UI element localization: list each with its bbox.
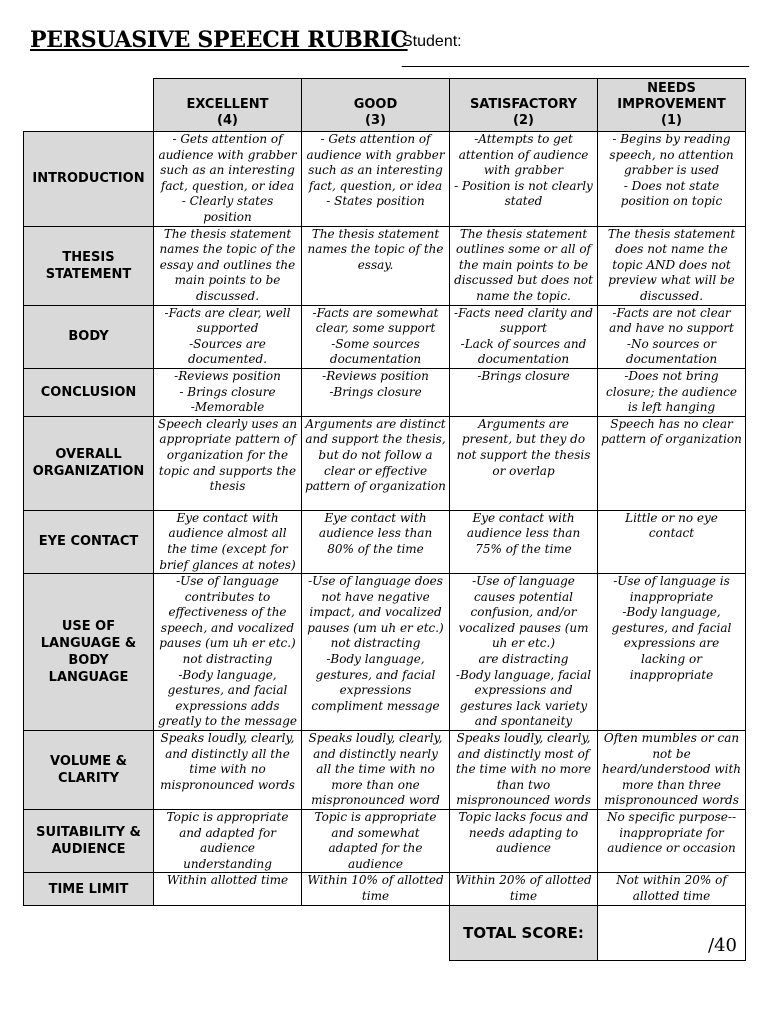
rubric-cell: The thesis statement outlines some or all of the main points to be discussed but does not name the topic. bbox=[450, 226, 598, 305]
level-score: (4) bbox=[217, 113, 238, 128]
rubric-cell: Speaks loudly, clearly, and distinctly all the time with no mispronounced words bbox=[154, 731, 302, 810]
rubric-cell: -Reviews position -Brings closure bbox=[302, 368, 450, 416]
level-name: EXCELLENT bbox=[186, 97, 269, 112]
rubric-cell: No specific purpose-- inappropriate for audience or occasion bbox=[598, 810, 746, 873]
rubric-cell: - Gets attention of audience with grabber such as an interesting fact, question, or idea - States position bbox=[302, 132, 450, 227]
level-score: (1) bbox=[661, 113, 682, 128]
criterion-label: BODY bbox=[24, 305, 154, 368]
rubric-cell: Eye contact with audience less than 80% of the time bbox=[302, 510, 450, 573]
criterion-label: OVERALL ORGANIZATION bbox=[24, 416, 154, 510]
rubric-cell: -Facts are not clear and have no support -No sources or documentation bbox=[598, 305, 746, 368]
rubric-cell: Eye contact with audience less than 75% of the time bbox=[450, 510, 598, 573]
total-row bbox=[24, 905, 746, 960]
blank-cell bbox=[24, 905, 154, 960]
rubric-cell: Little or no eye contact bbox=[598, 510, 746, 573]
rubric-cell: -Facts need clarity and support -Lack of sources and documentation bbox=[450, 305, 598, 368]
level-name: NEEDS IMPROVEMENT bbox=[617, 81, 726, 112]
rubric-cell: -Attempts to get attention of audience with grabber - Position is not clearly stated bbox=[450, 132, 598, 227]
table-row bbox=[24, 731, 746, 810]
level-name: SATISFACTORY bbox=[469, 97, 578, 112]
rubric-cell: Topic lacks focus and needs adapting to audience bbox=[450, 810, 598, 873]
level-name: GOOD bbox=[353, 97, 398, 112]
rubric-cell: Arguments are distinct and support the thesis, but do not follow a clear or effective pattern of organization bbox=[302, 416, 450, 510]
rubric-cell: - Gets attention of audience with grabber such as an interesting fact, question, or idea - Clearly states position bbox=[154, 132, 302, 227]
total-score-label: TOTAL SCORE: bbox=[450, 905, 598, 960]
total-max: /40 bbox=[708, 934, 737, 956]
rubric-cell: -Use of language contributes to effectiveness of the speech, and vocalized pauses (um uh er etc.) not distracting -Body language, gestures, and facial expressions adds greatly to the message bbox=[154, 574, 302, 731]
criterion-label: USE OF LANGUAGE & BODY LANGUAGE bbox=[24, 574, 154, 731]
criterion-label: INTRODUCTION bbox=[24, 132, 154, 227]
level-score: (2) bbox=[513, 113, 534, 128]
rubric-cell: -Use of language does not have negative impact, and vocalized pauses (um uh er etc.) not distracting -Body language, gestures, and facial expressions compliment message bbox=[302, 574, 450, 731]
corner-blank bbox=[24, 79, 154, 132]
level-score: (3) bbox=[365, 113, 386, 128]
rubric-cell: Speaks loudly, clearly, and distinctly nearly all the time with no more than one mispronounced word bbox=[302, 731, 450, 810]
rubric-cell: Speaks loudly, clearly, and distinctly most of the time with no more than two mispronounced words bbox=[450, 731, 598, 810]
rubric-cell: Eye contact with audience almost all the time (except for brief glances at notes) bbox=[154, 510, 302, 573]
criterion-label: CONCLUSION bbox=[24, 368, 154, 416]
criterion-label: TIME LIMIT bbox=[24, 873, 154, 905]
table-row bbox=[24, 574, 746, 731]
level-header bbox=[154, 79, 302, 132]
rubric-cell: The thesis statement does not name the topic AND does not preview what will be discussed. bbox=[598, 226, 746, 305]
rubric-cell: The thesis statement names the topic of the essay and outlines the main points to be discussed. bbox=[154, 226, 302, 305]
rubric-cell: -Brings closure bbox=[450, 368, 598, 416]
criterion-label: SUITABILITY & AUDIENCE bbox=[24, 810, 154, 873]
table-row bbox=[24, 416, 746, 510]
table-row bbox=[24, 510, 746, 573]
blank-cell bbox=[302, 905, 450, 960]
rubric-cell: -Facts are clear, well supported -Sources are documented. bbox=[154, 305, 302, 368]
level-header bbox=[302, 79, 450, 132]
rubric-cell: Topic is appropriate and somewhat adapted for the audience bbox=[302, 810, 450, 873]
criterion-label: THESIS STATEMENT bbox=[24, 226, 154, 305]
rubric-cell: Within 10% of allotted time bbox=[302, 873, 450, 905]
rubric-cell: Not within 20% of allotted time bbox=[598, 873, 746, 905]
rubric-cell: Speech has no clear pattern of organization bbox=[598, 416, 746, 510]
rubric-cell: Within allotted time bbox=[154, 873, 302, 905]
rubric-cell: -Does not bring closure; the audience is left hanging bbox=[598, 368, 746, 416]
table-row bbox=[24, 132, 746, 227]
rubric-cell: -Facts are somewhat clear, some support -Some sources documentation bbox=[302, 305, 450, 368]
rubric-cell: -Use of language causes potential confusion, and/or vocalized pauses (um uh er etc.) are distracting -Body language, facial expressions and gestures lack variety and spontaneity bbox=[450, 574, 598, 731]
table-row bbox=[24, 873, 746, 905]
table-row bbox=[24, 305, 746, 368]
level-header-row bbox=[24, 79, 746, 132]
rubric-cell: Within 20% of allotted time bbox=[450, 873, 598, 905]
rubric-cell: - Begins by reading speech, no attention grabber is used - Does not state position on topic bbox=[598, 132, 746, 227]
rubric-title: PERSUASIVE SPEECH RUBRIC bbox=[30, 27, 408, 53]
rubric-cell: -Use of language is inappropriate -Body language, gestures, and facial expressions are lacking or inappropriate bbox=[598, 574, 746, 731]
rubric-cell: Often mumbles or can not be heard/understood with more than three mispronounced words bbox=[598, 731, 746, 810]
rubric-cell: Arguments are present, but they do not support the thesis or overlap bbox=[450, 416, 598, 510]
table-row bbox=[24, 226, 746, 305]
criterion-label: VOLUME & CLARITY bbox=[24, 731, 154, 810]
rubric-cell: The thesis statement names the topic of the essay. bbox=[302, 226, 450, 305]
student-name-label: Student: _______________________________________ bbox=[402, 33, 750, 68]
table-row bbox=[24, 810, 746, 873]
total-score-box[interactable] bbox=[598, 905, 746, 960]
level-header bbox=[598, 79, 746, 132]
rubric-cell: Topic is appropriate and adapted for audience understanding bbox=[154, 810, 302, 873]
table-row bbox=[24, 368, 746, 416]
rubric-cell: -Reviews position - Brings closure -Memorable bbox=[154, 368, 302, 416]
rubric-table bbox=[23, 78, 746, 961]
level-header bbox=[450, 79, 598, 132]
blank-cell bbox=[154, 905, 302, 960]
rubric-cell: Speech clearly uses an appropriate pattern of organization for the topic and supports the thesis bbox=[154, 416, 302, 510]
criterion-label: EYE CONTACT bbox=[24, 510, 154, 573]
